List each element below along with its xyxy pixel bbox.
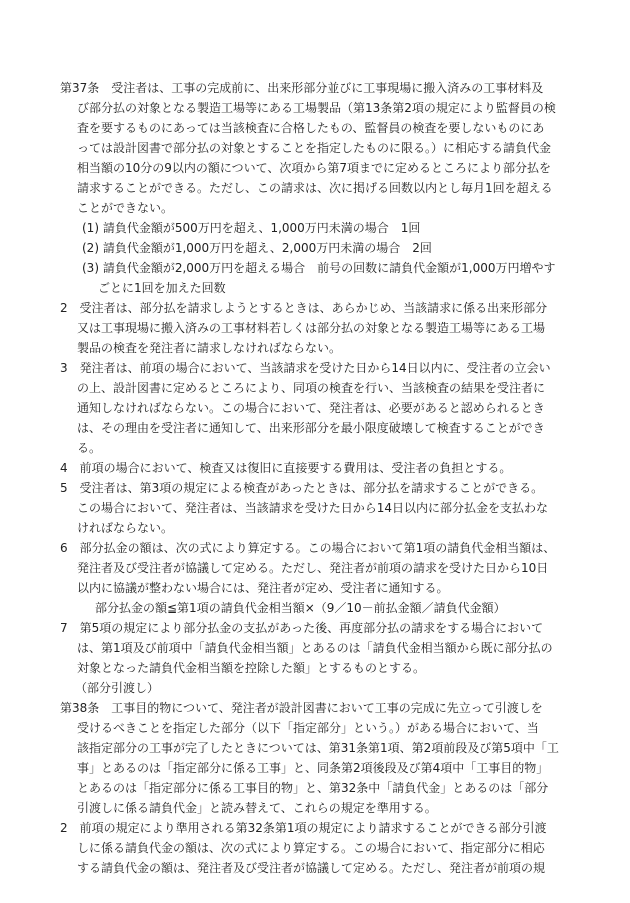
text-line: 相当額の10分の9以内の額について、次項から第7項までに定めるところにより部分払を <box>77 161 552 175</box>
article-37-paragraph-5 <box>60 478 548 538</box>
text-line: 2 前項の規定により準用される第32条第1項の規定により請求することができる部分引渡 <box>60 821 547 835</box>
text-line: 査を要するものにあっては当該検査に合格したもの、監督員の検査を要しないものにあ <box>77 121 545 135</box>
article-37-paragraph-7 <box>60 618 553 678</box>
text-line: 5 受注者は、第3項の規定による検査があったときは、部分払を請求することができる。 <box>60 481 544 495</box>
text-line: 6 部分払金の額は、次の式により算定する。この場合において第1項の請負代金相当額は、 <box>60 541 556 555</box>
list-item: (1) 請負代金額が500万円を超え、1,000万円未満の場合 1回 <box>82 221 421 235</box>
text-line: とあるのは「指定部分に係る工事目的物」と、第32条中「請負代金」とあるのは「部分 <box>77 781 549 795</box>
text-line: ことができない。 <box>77 201 174 215</box>
text-line: る。 <box>77 441 102 455</box>
text-line: 又は工事現場に搬入済みの工事材料若しくは部分払の対象となる製造工場等にある工場 <box>77 321 546 335</box>
text-line: 以内に協議が整わない場合には、発注者が定め、受注者に通知する。 <box>77 581 449 595</box>
text-line: っては設計図書で部分払の対象とすることを指定したものに限る。）に相応する請負代金 <box>77 141 552 155</box>
article-38-caption: （部分引渡し） <box>75 681 160 695</box>
text-line: 3 発注者は、前項の場合において、当該請求を受けた日から14日以内に、受注者の立会い <box>60 361 551 375</box>
text-line: は、第1項及び前項中「請負代金相当額」とあるのは「請負代金相当額から既に部分払の <box>77 641 553 655</box>
article-37-paragraph-6 <box>60 538 555 598</box>
text-line: 該指定部分の工事が完了したときについては、第31条第1項、第2項前段及び第5項中「工 <box>77 741 559 755</box>
text-line: 受けるべきことを指定した部分（以下「指定部分」という。）がある場合において、当 <box>77 721 539 735</box>
text-line: 第37条 受注者は、工事の完成前に、出来形部分並びに工事現場に搬入済みの工事材料及 <box>60 81 544 95</box>
text-line: 請求することができる。ただし、この請求は、次に掲げる回数以内とし毎月1回を超える <box>77 181 553 195</box>
text-line: 7 第5項の規定により部分払金の支払があった後、再度部分払の請求をする場合において <box>60 621 544 635</box>
article-37-heading <box>60 78 556 218</box>
text-line: 第38条 工事目的物について、発注者が設計図書において工事の完成に先立って引渡しを <box>60 701 543 715</box>
list-item: (2) 請負代金額が1,000万円を超え、2,000万円未満の場合 2回 <box>82 241 432 255</box>
text-line: 発注者及び受注者が協議して定める。ただし、発注者が前項の請求を受けた日から10日 <box>77 561 549 575</box>
text-line: ければならない。 <box>77 521 174 535</box>
text-line: する請負代金の額は、発注者及び受注者が協議して定める。ただし、発注者が前項の規 <box>77 861 546 875</box>
formula: 部分払金の額≦第1項の請負代金相当額×（9／10－前払金額／請負代金額） <box>95 601 506 615</box>
text-line: しに係る請負代金の額は、次の式により算定する。この場合において、指定部分に相応 <box>77 841 545 855</box>
article-38-paragraph-2 <box>60 818 547 878</box>
text-line: 製品の検査を発注者に請求しなければならない。 <box>77 341 342 355</box>
text-line: 2 受注者は、部分払を請求しようとするときは、あらかじめ、当該請求に係る出来形部分 <box>60 301 548 315</box>
text-line: び部分払の対象となる製造工場等にある工場製品（第13条第2項の規定により監督員の検 <box>77 101 556 115</box>
text-line: 引渡しに係る請負代金」と読み替えて、これらの規定を準用する。 <box>77 801 437 815</box>
article-37-paragraph-4 <box>60 458 511 478</box>
text-line: この場合において、発注者は、当該請求を受けた日から14日以内に部分払金を支払わな <box>77 501 549 515</box>
text-line: の上、設計図書に定めるところにより、同項の検査を行い、当該検査の結果を受注者に <box>77 381 546 395</box>
article-37-item-list <box>82 218 556 298</box>
text-line: 対象となった請負代金相当額を控除した額」とするものとする。 <box>77 661 426 675</box>
list-item: (3) 請負代金額が2,000万円を超える場合 前号の回数に請負代金額が1,000万円増やす <box>82 261 556 275</box>
list-item: ごとに1回を加えた回数 <box>98 281 226 295</box>
text-line: 通知しなければならない。この場合において、発注者は、必要があると認められるとき <box>77 401 545 415</box>
text-line: は、その理由を受注者に通知して、出来形部分を最小限度破壊して検査することができ <box>77 421 545 435</box>
article-37-paragraph-2 <box>60 298 547 358</box>
text-line: 4 前項の場合において、検査又は復旧に直接要する費用は、受注者の負担とする。 <box>60 461 512 475</box>
text-line: 事」とあるのは「指定部分に係る工事」と、同条第2項後段及び第4項中「工事目的物」 <box>77 761 549 775</box>
article-37-paragraph-3 <box>60 358 551 458</box>
article-38-heading <box>60 698 559 818</box>
